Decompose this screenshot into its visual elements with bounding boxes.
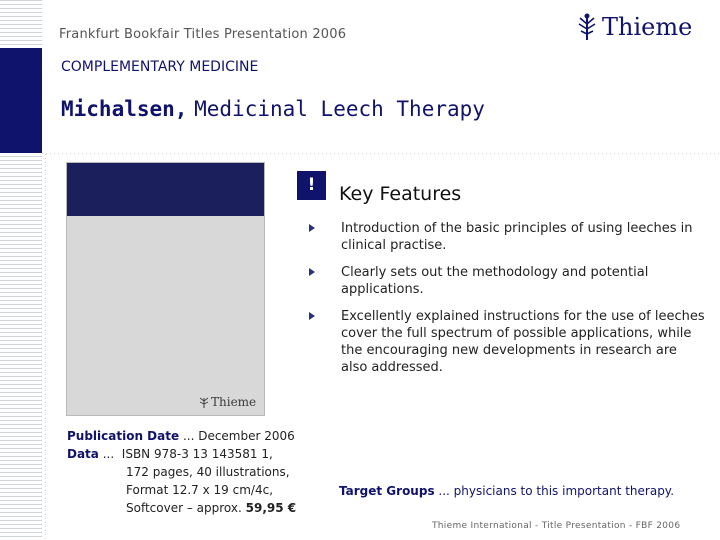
footer-text: Thieme International - Title Presentation - FBF 2006 [432, 521, 681, 531]
target-groups-label: Target Groups [339, 484, 435, 498]
feature-item [306, 264, 706, 298]
price-value: 59,95 € [245, 501, 297, 515]
tree-logo-icon [576, 12, 598, 42]
tree-logo-icon [199, 396, 209, 408]
feature-text: Excellently explained instructions for the use of leeches cover the full spectrum of possible applications, while the encouraging new developments in research are also addressed. [341, 309, 705, 375]
book-author: Michalsen, [61, 97, 188, 121]
left-accent-block [0, 48, 42, 153]
feature-text: Introduction of the basic principles of using leeches in clinical practise. [341, 221, 693, 253]
price-line [67, 499, 296, 517]
publication-date-row [67, 427, 296, 445]
publisher-logo-text: Thieme [602, 13, 693, 41]
book-cover [66, 162, 265, 416]
bullet-arrow-icon [309, 268, 315, 276]
presentation-title: Frankfurt Bookfair Titles Presentation 2006 [59, 27, 347, 42]
publication-date-sep: ... [179, 429, 199, 443]
exclamation-icon: ! [297, 171, 326, 200]
pages-line: 172 pages, 40 illustrations, [126, 465, 290, 479]
target-groups-sep: ... [434, 484, 454, 498]
target-groups [339, 484, 674, 498]
publication-date-value: December 2006 [198, 429, 295, 443]
cover-publisher-text: Thieme [211, 395, 257, 409]
target-groups-value: physicians to this important therapy. [453, 484, 675, 498]
binding-text: Softcover – approx. [126, 501, 246, 515]
feature-text: Clearly sets out the methodology and potential applications. [341, 265, 649, 297]
book-title-text: Medicinal Leech Therapy [194, 97, 485, 121]
category-label: COMPLEMENTARY MEDICINE [61, 59, 259, 75]
publication-data-label: Data [67, 447, 99, 461]
cover-publisher-logo [199, 395, 256, 409]
format-line: Format 12.7 x 19 cm/4c, [126, 483, 274, 497]
dotted-divider-horizontal [42, 153, 720, 154]
bullet-arrow-icon [309, 224, 315, 232]
publication-date-label: Publication Date [67, 429, 180, 443]
key-features-heading: Key Features [339, 183, 462, 205]
bullet-arrow-icon [309, 312, 315, 320]
publication-info [67, 427, 296, 517]
cover-top-band [67, 163, 264, 216]
publication-data-sep: ... [98, 447, 122, 461]
key-features-list [306, 220, 706, 386]
feature-item [306, 308, 706, 376]
dotted-divider-vertical [45, 150, 46, 540]
feature-item [306, 220, 706, 254]
publisher-logo [576, 12, 692, 42]
isbn-line: ISBN 978-3 13 143581 1, [121, 447, 273, 461]
book-title [61, 97, 485, 121]
publication-data-row [67, 445, 296, 463]
